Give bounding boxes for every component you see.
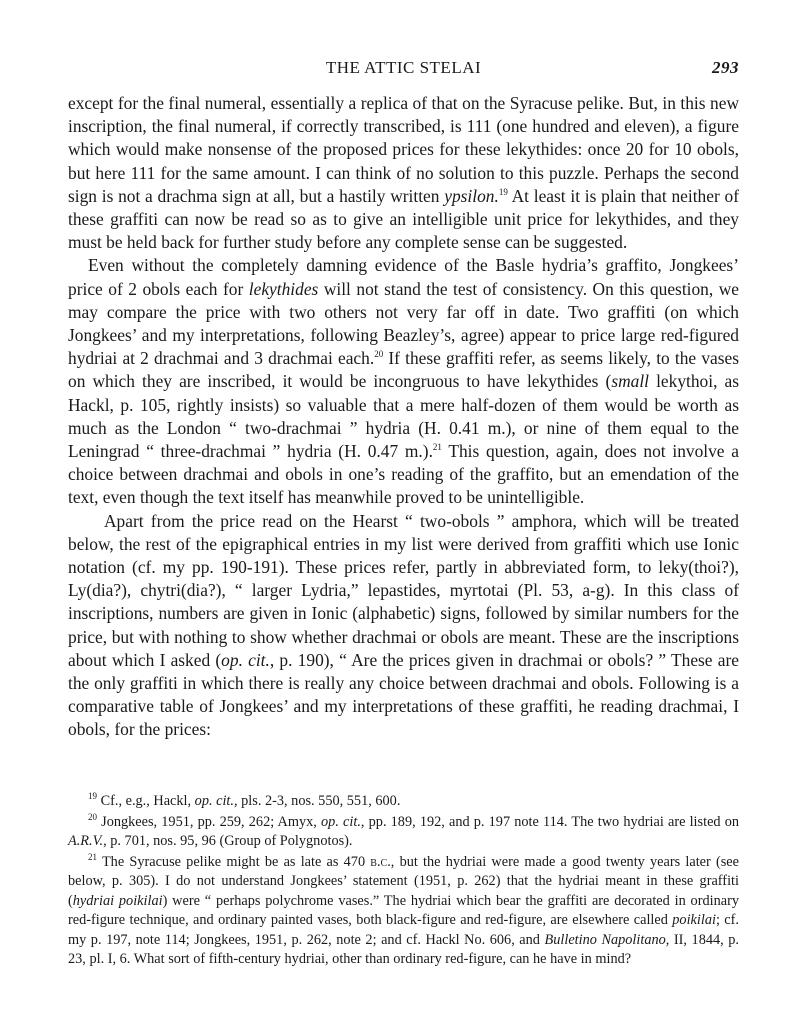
italic-term: Bulletino Napolitano bbox=[544, 931, 666, 948]
page-number: 293 bbox=[712, 58, 739, 77]
footnote-number: 21 bbox=[88, 851, 97, 862]
small-caps-term: b.c. bbox=[370, 853, 391, 870]
italic-term: lekythides bbox=[248, 278, 319, 299]
text-run: The Syracuse pelike might be as late as 470 bbox=[97, 853, 371, 870]
running-head bbox=[68, 58, 739, 82]
text-run: , pp. 189, 192, and p. 197 note 114. The two hydriai are listed on bbox=[360, 813, 740, 830]
text-run: Even without the completely damning evidence of the Basle hydria’s graffito, Jongkees’ price of 2 obols each for bbox=[68, 255, 739, 299]
footnote-19 bbox=[68, 792, 739, 812]
footnote-ref: 20 bbox=[374, 349, 384, 360]
footnote-number: 19 bbox=[88, 791, 97, 802]
italic-term: hydriai poikilai bbox=[72, 892, 163, 909]
text-run: , II, 1844, p. 23, pl. I, 6. What sort of fifth-century hydriai, other than ordinary red-figure, can he have in mind? bbox=[68, 931, 739, 967]
text-run: Jongkees, 1951, pp. 259, 262; Amyx, bbox=[97, 813, 322, 830]
text-run: , but the hydriai were made a good twenty years later (see below, p. 305). I do not understand Jongkees’ statement (1951, p. 262) that the hydriai meant in these graffiti ( bbox=[68, 853, 739, 909]
italic-term: op. cit. bbox=[194, 793, 234, 809]
text-run: Apart from the price read on the Hearst “ two-obols ” amphora, which will be treated below, the rest of the epigraphical entries in my list were derived from graffiti which use Ionic notation (cf. my pp. 190-191). These prices refer, partly in abbreviated form, to leky(thoi?), Ly(dia?), chytri(dia?), “ larger Lydria,” lepastides, myrtotai (Pl. 53, a-g). In this class of inscriptions, numbers are given in Ionic (alphabetic) signs, followed by similar numbers for the price, but with nothing to show whether drachmai or obols are meant. These are the inscriptions about which I asked ( bbox=[68, 510, 739, 670]
text-run: , p. 701, nos. 95, 96 (Group of Polygnotos). bbox=[103, 833, 353, 849]
main-text bbox=[68, 92, 739, 742]
text-run: , p. 190), “ Are the prices given in drachmai or obols? ” These are the only graffiti in which there is really any choice between drachmai and obols. Following is a comparative table of Jongkees’ and my interpretations of these graffiti, he reading drachmai, I obols, for the prices: bbox=[68, 649, 739, 740]
text-run: If these graffiti refer, as seems likely, to the vases on which they are inscribed, it would be incongruous to have lekythides ( bbox=[68, 348, 739, 392]
text-run: except for the final numeral, essentially a replica of that on the Syracuse pelike. But, in this new inscription, the final numeral, if correctly transcribed, is 111 (one hundred and eleven), a figure which would make nonsense of the proposed prices for these lekythides: once 20 for 10 obols, but here 111 for the same amount. I can think of no solution to this puzzle. Perhaps the second sign is not a drachma sign at all, but a hastily written bbox=[68, 93, 739, 206]
footnote-ref: 19 bbox=[498, 187, 508, 198]
footnotes bbox=[68, 792, 739, 970]
italic-term: small bbox=[611, 371, 649, 392]
text-run: At least it is plain that neither of these graffiti can now be read so as to give an intelligible unit price for lekythides, and they must be held back for further study before any complete sense can be suggested. bbox=[68, 185, 739, 253]
footnote-number: 20 bbox=[88, 811, 97, 822]
text-run: lekythoi, as Hackl, p. 105, rightly insists) so valuable that a mere half-dozen of them would be worth as much as the London “ two-drachmai ” hydria (H. 0.41 m.), or nine of them equal to the Leningrad “ three-drachmai ” hydria (H. 0.47 m.). bbox=[68, 371, 739, 462]
running-title: THE ATTIC STELAI bbox=[325, 58, 482, 77]
text-run: This question, again, does not involve a choice between drachmai and obols in one’s reading of the graffito, but an emendation of the text, even though the text itself has meanwhile proved to be unintelligible. bbox=[68, 441, 739, 508]
text-run: ) were “ perhaps polychrome vases.” The hydriai which bear the graffiti are decorated in ordinary red-figure technique, and ordinary painted vases, both black-figure and red-figure, are elsewhere called bbox=[68, 892, 739, 928]
italic-term: ypsilon. bbox=[444, 185, 499, 206]
text-run: Cf., e.g., Hackl, bbox=[97, 793, 195, 809]
paragraph-2 bbox=[68, 254, 739, 509]
italic-term: poikilai bbox=[672, 912, 716, 928]
italic-term: op. cit. bbox=[221, 649, 270, 670]
text-run: , pls. 2-3, nos. 550, 551, 600. bbox=[233, 793, 401, 809]
footnote-ref: 21 bbox=[432, 442, 442, 453]
text-run: will not stand the test of consistency. On this question, we may compare the price with two others not very far off in date. Two graffiti (on which Jongkees’ and my interpretations, following Beazley’s, agree) appear to price large red-figured hydriai at 2 drachmai and 3 drachmai each. bbox=[68, 278, 740, 369]
italic-term: A.R.V. bbox=[68, 833, 104, 849]
paragraph-3 bbox=[68, 510, 739, 742]
footnote-21 bbox=[68, 853, 739, 970]
paragraph-1 bbox=[68, 92, 739, 254]
footnote-20 bbox=[68, 813, 739, 852]
italic-term: op. cit. bbox=[321, 813, 361, 830]
text-run: ; cf. my p. 197, note 114; Jongkees, 1951, p. 262, note 2; and cf. Hackl No. 606, and bbox=[68, 912, 739, 948]
